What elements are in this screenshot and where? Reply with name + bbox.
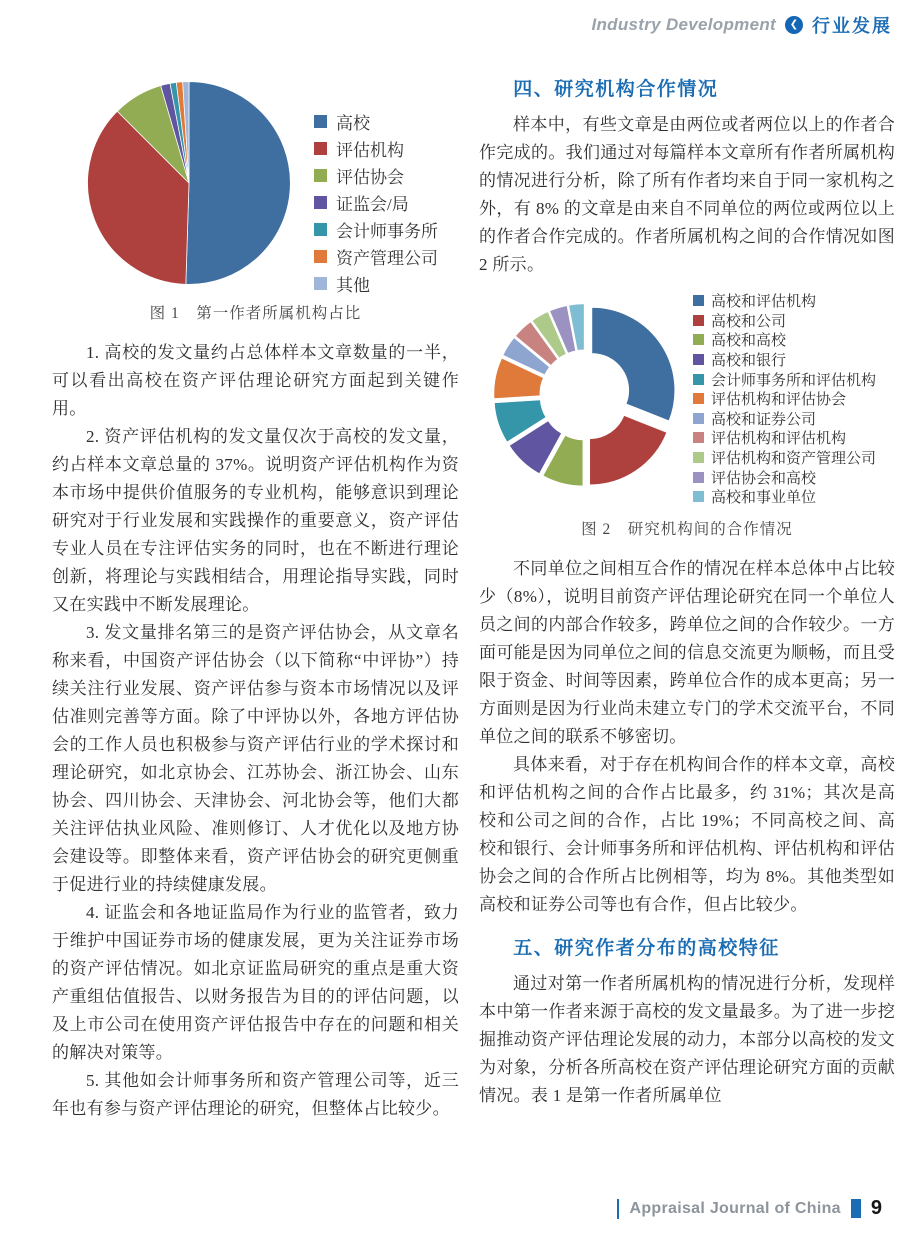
figure-1-pie-chart [80,74,298,292]
legend-label: 高校和评估机构 [711,294,817,311]
legend-label: 高校 [336,114,370,133]
chevron-left-circle-icon: ❮ [785,16,803,34]
legend-item [314,162,438,189]
legend-swatch [314,250,327,263]
paragraph: 4. 证监会和各地证监局作为行业的监管者，致力于维护中国证券市场的健康发展，更为关注证券市场的资产评估情况。如北京证监局研究的重点是重大资产重组估值报告、以财务报告为目的的评估问题，以及上市公司在使用资产评估报告中存在的问题和相关的解决对策等。 [52,903,459,1062]
legend-label: 其他 [336,276,370,295]
paragraph: 3. 发文量排名第三的是资产评估协会，从文章名称来看，中国资产评估协会（以下简称“中评协”）持续关注行业发展、资产评估参与资本市场情况以及评估准则完善等方面。除了中评协以外，各地方评估协会的工作人员也积极参与资产评估行业的学术探讨和理论研究，如北京协会、江苏协会、浙江协会、山东协会、四川协会、天津协会、河北协会等，他们大都关注评估执业风险、准则修订、人才优化以及地方协会建设等。即整体来看，资产评估协会的研究更侧重于促进行业的持续健康发展。 [52,623,459,894]
paragraph: 样本中，有些文章是由两位或者两位以上的作者合作完成的。我们通过对每篇样本文章所有作者所属机构的情况进行分析，除了所有作者均来自于同一家机构之外，有 8% 的文章是由来自不同单位的两位或两位以上的作者合作完成的。作者所属机构之间的合作情况如图 2 所示。 [479,115,895,274]
figure-2-doughnut-chart [479,289,691,501]
legend-swatch [693,393,704,404]
left-paragraphs [52,339,459,1123]
section-5-heading: 五、研究作者分布的高校特征 [513,937,780,959]
figure-2-legend [693,289,895,507]
page-footer [617,1197,882,1220]
legend-label: 会计师事务所和评估机构 [711,372,877,389]
paragraph: 2. 资产评估机构的发文量仅次于高校的发文量，约占样本文章总量的 37%。说明资产评估机构作为资本市场中提供价值服务的专业机构，能够意识到理论研究对于行业发展和实践操作的重要意义，资产评估专业人员在专注评估实务的同时，也在不断进行理论创新，将理论与实践相结合，用理论指导实践，同时又在实践中不断发展理论。 [52,427,459,614]
legend-item [693,389,895,409]
legend-swatch [693,334,704,345]
legend-swatch [693,432,704,443]
figure2-slice-1 [590,415,667,484]
legend-label: 高校和公司 [711,313,787,330]
legend-swatch [693,354,704,365]
section-4-intro [479,111,895,279]
paragraph: 不同单位之间相互合作的情况在样本总体中占比较少（8%），说明目前资产评估理论研究在同一个单位人员之间的内部合作较多，跨单位之间的合作较少。一方面可能是因为同单位之间的信息交流更为顺畅，而且受限于资金、时间等因素，跨单位合作的成本更高；另一方面则是因为行业尚未建立专门的学术交流平台，不同单位之间的联系不够密切。 [479,558,895,746]
legend-label: 高校和银行 [711,353,787,370]
section-4-heading: 四、研究机构合作情况 [513,79,719,100]
legend-swatch [693,472,704,483]
footer-page-number: 9 [870,1197,882,1219]
legend-item [693,409,895,429]
legend-item [693,350,895,370]
legend-swatch [693,374,704,385]
footer-accent-block [851,1199,861,1218]
figure1-slice-0 [186,82,291,285]
legend-item [693,311,895,331]
legend-item [314,189,438,216]
legend-item [314,243,438,270]
figure-1-legend [314,74,438,297]
legend-item [314,270,438,297]
legend-item [693,369,895,389]
legend-label: 评估协会和高校 [711,470,817,487]
legend-label: 评估机构和资产管理公司 [711,451,877,468]
figure-2-caption: 图 2 研究机构间的合作情况 [581,520,793,538]
legend-item [314,135,438,162]
paragraph: 通过对第一作者所属机构的情况进行分析，发现样本中第一作者来源于高校的发文量最多。为了进一步挖掘推动资产评估理论发展的动力，本部分以高校的发文为对象，分析各所高校在资产评估理论研究方面的贡献情况。表 1 是第一作者所属单位 [479,973,895,1105]
legend-item [693,487,895,507]
legend-swatch [693,491,704,502]
legend-item [314,108,438,135]
legend-item [693,330,895,350]
legend-swatch [314,277,327,290]
legend-item [693,467,895,487]
legend-label: 资产管理公司 [336,249,438,268]
legend-swatch [314,223,327,236]
legend-label: 高校和高校 [711,333,787,350]
legend-item [693,428,895,448]
paragraph: 具体来看，对于存在机构间合作的样本文章，高校和评估机构之间的合作占比最多，约 31%；其次是高校和公司之间的合作，占比 19%；不同高校之间、高校和银行、会计师事务所和评估机构、评估机构和评估协会之间的合作所占比例相等，均为 8%。其他类型如高校和证券公司等也有合作，但占比较少。 [479,754,895,914]
legend-label: 高校和证券公司 [711,411,817,428]
footer-accent-bar [617,1199,619,1219]
legend-swatch [314,169,327,182]
page-header [591,12,892,38]
figure-1 [52,74,459,297]
header-title-en: Industry Development [591,15,776,34]
legend-label: 评估机构 [336,141,404,160]
legend-swatch [693,315,704,326]
left-column [52,60,459,1123]
right-column [479,60,895,1110]
legend-swatch [693,413,704,424]
figure2-slice-0 [592,307,675,420]
legend-label: 会计师事务所 [336,222,438,241]
legend-swatch [314,196,327,209]
legend-swatch [693,295,704,306]
legend-item [693,291,895,311]
section-5-intro [479,970,895,1110]
header-title-zh: 行业发展 [812,16,892,36]
legend-swatch [314,115,327,128]
figure-2 [479,289,895,507]
legend-label: 评估机构和评估机构 [711,431,847,448]
legend-label: 高校和事业单位 [711,490,817,507]
footer-journal-name: Appraisal Journal of China [629,1199,841,1217]
paragraph: 1. 高校的发文量约占总体样本文章数量的一半，可以看出高校在资产评估理论研究方面起到关键作用。 [52,343,459,418]
legend-label: 评估机构和评估协会 [711,392,847,409]
section-4-analysis [479,555,895,919]
legend-swatch [693,452,704,463]
paragraph: 5. 其他如会计师事务所和资产管理公司等，近三年也有参与资产评估理论的研究，但整体占比较少。 [52,1071,459,1118]
legend-item [314,216,438,243]
legend-swatch [314,142,327,155]
legend-label: 证监会/局 [336,195,409,214]
legend-item [693,448,895,468]
legend-label: 评估协会 [336,168,404,187]
figure-1-caption: 图 1 第一作者所属机构占比 [149,305,362,322]
